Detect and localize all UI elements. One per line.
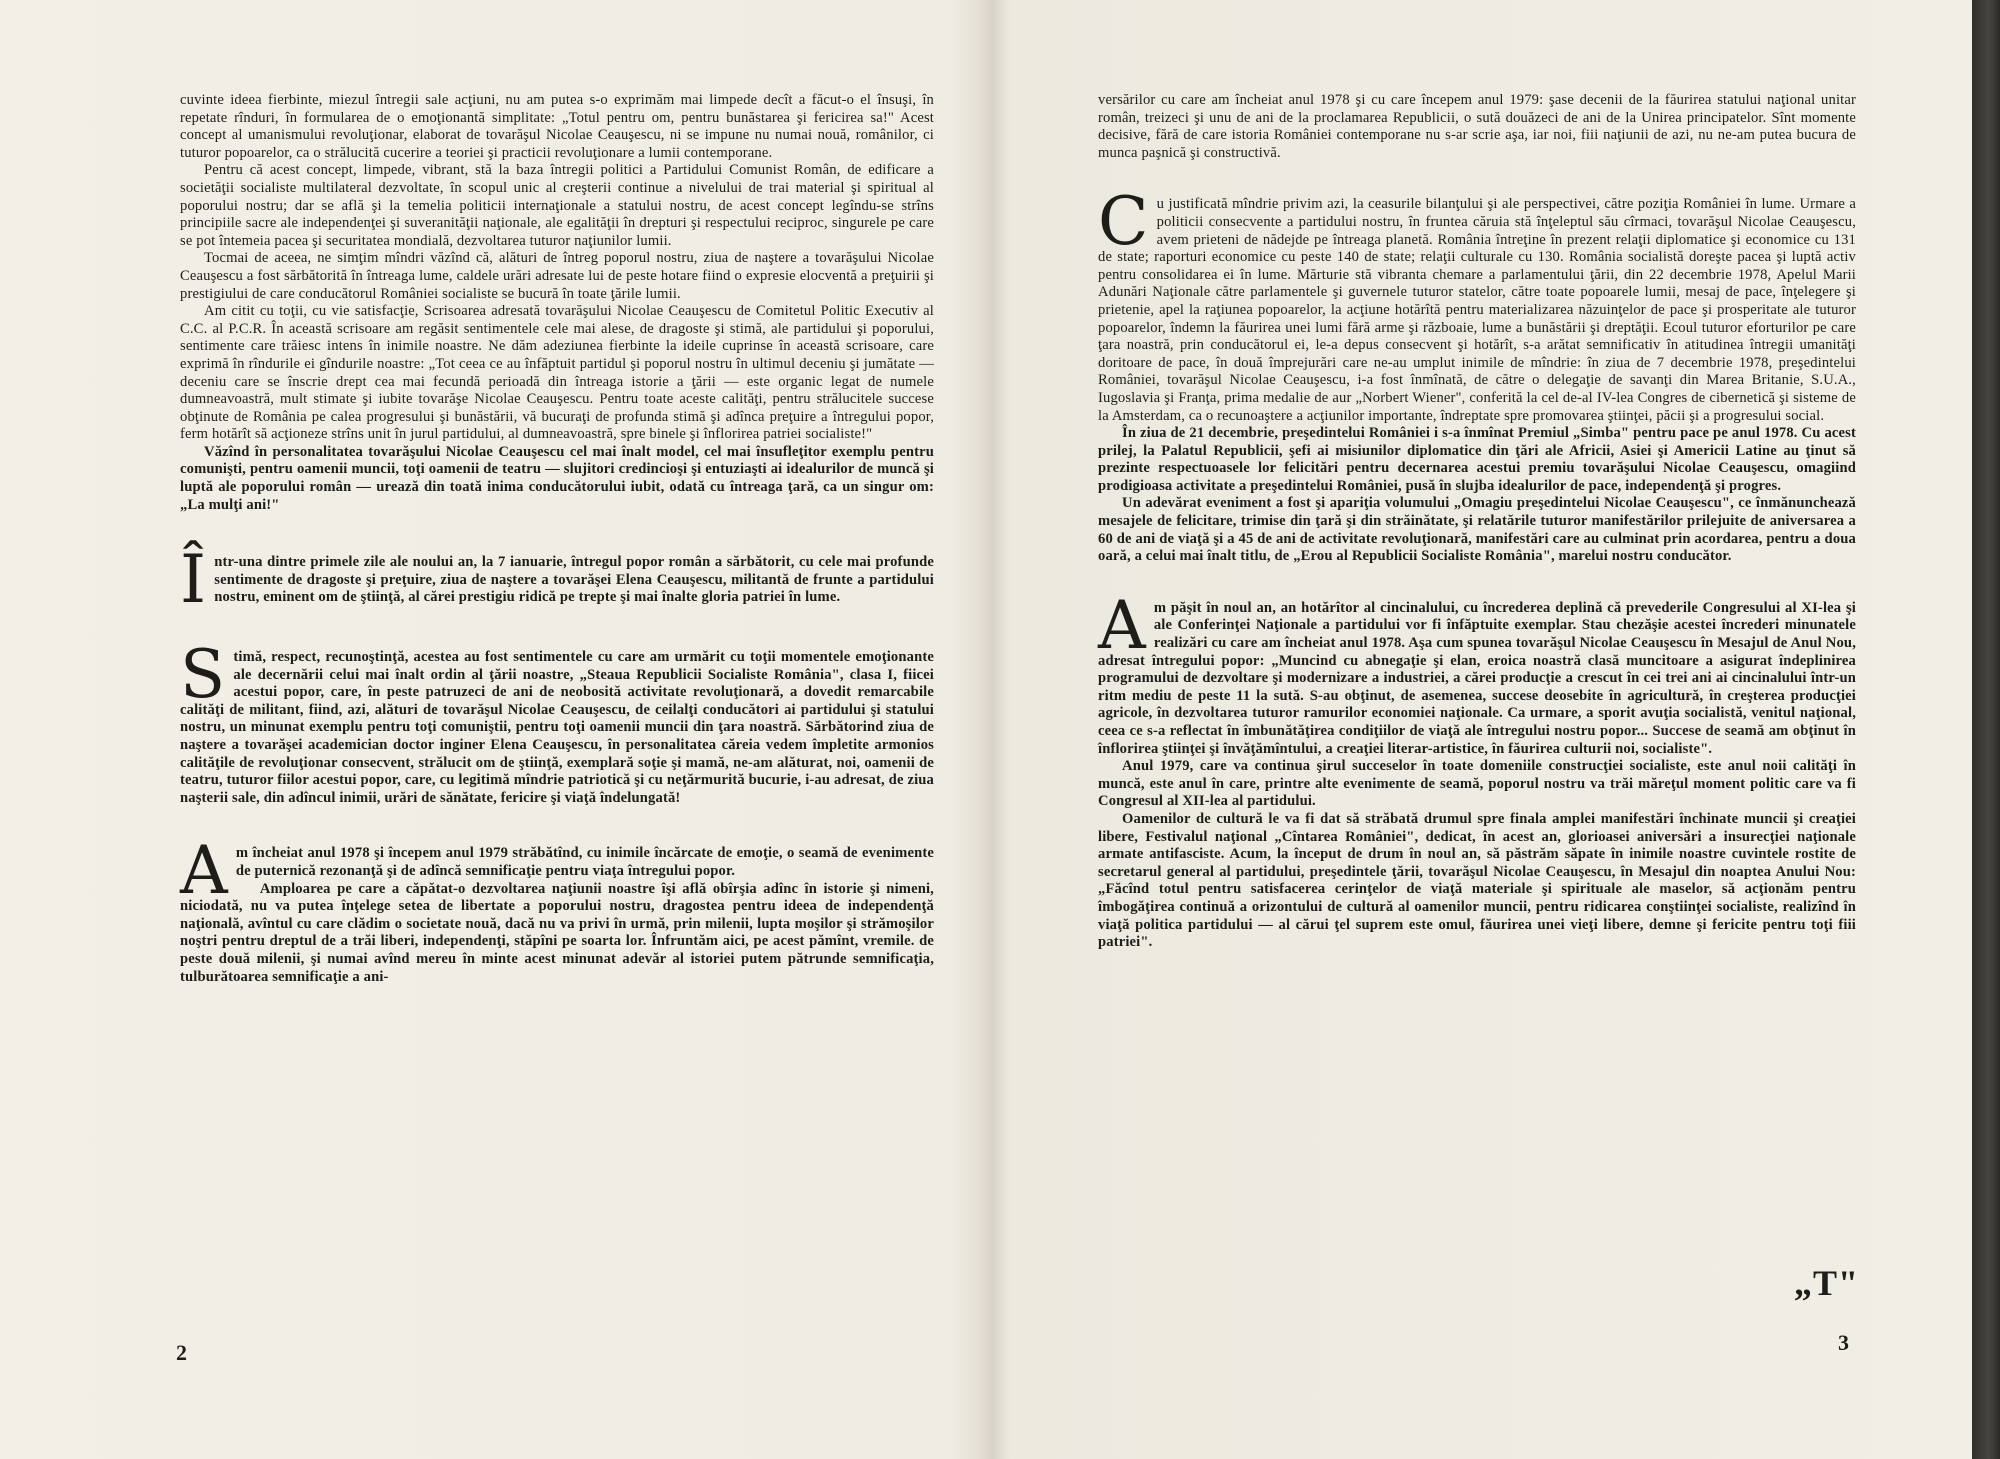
section-paragraph: Oamenilor de cultură le va fi dat să străbată drumul spre finala amplei manifestări închinate muncii şi creaţiei libere, Festivalul naţional „Cîntarea României", dedicat, în acest an, glorioasei aniversări a insurecţiei naţionale armate antifasciste. Acum, la început de drum în noul an, să păstrăm săpate în inimile noastre cuvintele rostite de secretarul general al partidului, preşedintele ţării, tovarăşul Nicolae Ceauşescu, în Mesajul din noaptea Anului Nou: „Făcînd totul pentru satisfacerea cerinţelor de viaţă materiale şi spirituale ale maselor, să acţionăm pentru îmbogăţirea continuă a orizontului de cultură al oamenilor muncii, pentru ridicarea conştiinţei socialiste, realizînd în viaţă politica partidului — al cărui ţel suprem este omul, făurirea unei vieţi libere, demne şi fericite pentru toţi fiii patriei". [1098, 810, 1856, 951]
section-paragraph: În ziua de 21 decembrie, preşedintelui României i s-a înmînat Premiul „Simba" pentru pace pe anul 1978. Cu acest prilej, la Palatul Republicii, şefi ai misiunilor diplomatice din ţări ale Africii, Asiei şi Americii Latine au ţinut să prezinte respectuoasele lor felicitări pentru decernarea acestui premiu tovarăşului Nicolae Ceauşescu, omagiind prodigioasa activitate a preşedintelui României, pusă în slujba idealurilor de pace, independenţă şi progres. [1098, 425, 1856, 494]
left-column [180, 92, 934, 986]
page-number: 3 [1838, 1330, 1849, 1355]
section-international [1098, 183, 1856, 565]
right-column [1098, 92, 1856, 952]
body-paragraph: versărilor cu care am încheiat anul 1978 şi cu care începem anul 1979: şase decenii de la făurirea statului naţional unitar român, treizeci şi unu de ani de la proclamarea Republicii, o sută douăzeci de ani de la Unirea principatelor. Sînt momente decisive, fără de care istoria României contemporane nu s-ar scrie aşa, iar noi, fiii naţiunii de azi, nu ne-am putea bucura de munca paşnică şi constructivă. [1098, 92, 1856, 161]
section-new-year [180, 832, 934, 986]
section-decoration [180, 636, 934, 807]
section-five-year-plan [1098, 586, 1856, 952]
bold-block [180, 444, 934, 514]
dropcap: A [180, 832, 228, 910]
body-paragraph: Văzînd în personalitatea tovarăşului Nicolae Ceauşescu cel mai înalt model, cel mai însufleţitor exemplu pentru comunişti, pentru oamenii muncii, toţi oamenii de teatru — slujitori credincioşi şi entuziaşti ai idealurilor de muncă şi luptă ale poporului român — urează din toată inima conducătorului iubit, odată cu întreaga ţară, ca un singur om: „La mulţi ani!" [180, 443, 934, 513]
section-paragraph: m păşit în noul an, an hotărîtor al cincinalului, cu încrederea deplină că prevederile Congresului al XI-lea şi ale Conferinţei Naţionale a partidului vor fi înfăptuite exemplar. Stau chezăşie acestei încrederi minunatele realizări cu care am încheiat anul 1978. Aşa cum spunea tovarăşul Nicolae Ceauşescu în Mesajul de Anul Nou, adresat întregului popor: „Muncind cu abnegaţie şi elan, eroica noastră clasă muncitoare a asigurat îndeplinirea programului de dezvoltare şi modernizare a industriei, a cărei producţie a crescut în cei trei ani ai cincinalului într-un ritm mediu de peste 11 la sută. S-au obţinut, de asemenea, succese deosebite în agricultură, în creşterea producţiei agricole, în dezvoltarea tuturor ramurilor economiei naţionale. Ca urmare, a sporit avuţia socialistă, venitul naţional, ceea ce s-a reflectat în îmbunătăţirea condiţiilor de viaţă ale întregului nostru popor... Succese de seamă am obţinut în înflorirea ştiinţei şi învăţămîntului, a creaţiei literar-artistice, în făurirea culturii noi, socialiste". [1098, 599, 1856, 757]
body-paragraph: Pentru că acest concept, limpede, vibrant, stă la baza întregii politici a Partidului Comunist Român, de edificare a societăţii socialiste multilateral dezvoltate, în scopul unic al creşterii continue a nivelului de trai material şi spiritual al poporului nostru; dar se află şi la temelia politicii internaţionale a statului nostru, de acest concept legîndu-se strîns principiile sacre ale independenţei şi suveranităţii naţionale, ale egalităţii în drepturi şi respectului reciproc, singurele pe care se pot întemeia pacea şi securitatea mondială, dezvoltarea tuturor naţiunilor lumii. [180, 162, 934, 249]
page-number: 2 [176, 1340, 187, 1365]
section-paragraph: Anul 1979, care va continua şirul succeselor în toate domeniile construcţiei socialiste, este anul noii calităţi în muncă, este anul în care, printre alte evenimente de seamă, poporul nostru va trăi măreţul moment politic care va fi Congresul al XII-lea al partidului. [1098, 758, 1856, 810]
dropcap: A [1098, 586, 1146, 664]
dropcap: C [1098, 183, 1149, 261]
right-page [1000, 0, 1980, 1459]
book-cover-edge [1972, 0, 2000, 1459]
section-paragraph: ntr-una dintre primele zile ale noului an, la 7 ianuarie, întregul popor român a sărbătorit, cu cele mai profunde sentimente de dragoste şi preţuire, ziua de naştere a tovarăşei Elena Ceauşescu, militantă de frunte a partidului nostru, eminent om de ştiinţă, al cărei prestigiu ridică pe trepte şi mai înalte gloria patriei în lume. [214, 554, 934, 606]
dropcap: Î [180, 541, 207, 619]
bold-block [1098, 425, 1856, 566]
section-paragraph: u justificată mîndrie privim azi, la ceasurile bilanţului şi ale perspectivei, către poziţia României în lume. Urmare a politicii consecvente a partidului nostru, în fruntea căruia stă înţeleptul său cîrmaci, tovarăşul Nicolae Ceauşescu, avem prieteni de nădejde pe întreaga planetă. România întreţine în prezent relaţii diplomatice şi economice cu 131 de state; raporturi economice cu peste 140 de state; relaţii culturale cu 130. România socialistă doreşte pacea şi luptă activ pentru consolidarea ei în lume. Mărturie stă vibranta chemare a parlamentului ţării, din 22 decembrie 1978, Apelul Marii Adunări Naţionale către parlamentele şi guvernele tuturor statelor, către toate popoarele lumii, mesaj de pace, înţelegere şi prietenie, apel la raţiunea popoarelor, la acţiune hotărîtă pentru materializarea năzuinţelor de pace şi prosperitate ale tuturor popoarelor, îndemn la făurirea unei lumi fără arme şi războaie, lume a bunăstării şi dreptăţii. Ecoul tuturor eforturilor pe care ţara noastră, prin conducătorul ei, le-a depus consecvent şi hotărît, s-a arătat semnificativ în atitudinea întregii umanităţi doritoare de pace, în două împrejurări care ne-au umplut inimile de mîndrie: în ziua de 7 decembrie 1978, preşedintelui României, tovarăşul Nicolae Ceauşescu, i-a fost înmînată, de către o delegaţie de savanţi din Marea Britanie, S.U.A., Iugoslavia şi Franţa, prima medalie de aur „Norbert Wiener", conferită la cel de-al IV-lea Congres de cibernetică şi sisteme de la Amsterdam, ca o recunoaştere a acţiunilor importante, îndreptate spre promovarea ştiinţei, păcii şi a progresului social. [1098, 196, 1856, 424]
dropcap: S [180, 636, 226, 714]
section-paragraph: timă, respect, recunoştinţă, acestea au fost sentimentele cu care am urmărit cu toţii momentele emoţionante ale decernării celui mai înalt ordin al ţării noastre, „Steaua Republicii Socialiste România", clasa I, fiicei acestui popor, care, în peste patruzeci de ani de neobosită activitate revoluţionară, a dovedit remarcabile calităţi de militant, fiind, azi, alături de tovarăşul Nicolae Ceauşescu, de ceilalţi conducători ai partidului şi statului nostru, un minunat exemplu pentru toţi comuniştii, pentru toţi oamenii muncii din ţara noastră. Sărbătorind ziua de naştere a tovarăşei academician doctor inginer Elena Ceauşescu, în personalitatea căreia vedem împletite armonios calităţile de revoluţionar consecvent, strălucit om de ştiinţă, exemplară soţie şi mamă, ne-am alăturat, noi, oamenii de teatru, tuturor fiilor acestui popor, care, cu legitimă mîndrie patriotică şi cu neţărmurită bucurie, i-au adresat, de ziua naşterii sale, din adîncul inimii, urări de sănătate, fericire şi viaţă îndelungată! [180, 649, 934, 806]
body-paragraph: cuvinte ideea fierbinte, miezul întregii sale acţiuni, nu am putea s-o exprimăm mai limpede decît a făcut-o el însuşi, în repetate rînduri, în formularea de o emoţionantă simplitate: „Totul pentru om, pentru bunăstarea şi fericirea sa!" Acest concept al umanismului revoluţionar, elaborat de tovarăşul Nicolae Ceauşescu, ni se impune nu numai nouă, românilor, ci tuturor popoarelor, ca o strălucită cucerire a teoriei şi practicii revoluţionare a lumii contemporane. [180, 92, 934, 161]
section-paragraph: Amploarea pe care a căpătat-o dezvoltarea naţiunii noastre îşi află obîrşia adînc în istorie şi nimeni, niciodată, nu va putea înţelege setea de libertate a poporului nostru, dragostea pentru ideea de independenţă naţională, avîntul cu care clădim o societate nouă, dacă nu va privi în urmă, prin milenii, lupta moşilor şi strămoşilor noştri pentru dreptul de a trăi liberi, independenţi, stăpîni pe soarta lor. Înfruntăm aici, pe acest pămînt, vremile. de peste două milenii, şi numai avînd mereu în minte acest minunat adevăr al istoriei putem pătrunde semnificaţia, tulburătoarea semnificaţie a ani- [180, 880, 934, 985]
body-paragraph: Am citit cu toţii, cu vie satisfacţie, Scrisoarea adresată tovarăşului Nicolae Ceauşescu de Comitetul Politic Executiv al C.C. al P.C.R. În această scrisoare am regăsit sentimentele cele mai alese, de dragoste şi stimă, ale partidului şi poporului, sentimente care trăiesc intens în inimile noastre. Ne dăm adeziunea fierbinte la ideile cuprinse în această scrisoare, care exprimă în rîndurile ei gîndurile noastre: „Tot ceea ce au înfăptuit partidul şi poporul nostru în ultimul deceniu şi jumătate — deceniu care se înscrie drept cea mai fecundă perioadă din întreaga istorie a ţării — este organic legat de numele dumneavoastră, mult stimate şi iubite tovarăşe Nicolae Ceauşescu. Pentru toate aceste calităţi, pentru strălucitele succese obţinute de România pe calea progresului şi bunăstării, vă bucuraţi de profunda stimă şi adînca preţuire a întregului popor, ferm hotărît să acţioneze strîns unit în jurul partidului, al dumneavoastră, spre binele şi înflorirea patriei socialiste!" [180, 303, 934, 443]
left-page [0, 0, 995, 1459]
section-paragraph: m încheiat anul 1978 şi începem anul 1979 străbătînd, cu inimile încărcate de emoţie, o seamă de evenimente de puternică rezonanţă şi de adîncă semnificaţie pentru viaţa întregului popor. [235, 845, 934, 879]
section-elena-birthday [180, 541, 934, 619]
section-paragraph: Un adevărat eveniment a fost şi apariţia volumului „Omagiu preşedintelui Nicolae Ceauşescu", ce înmănunchează mesajele de felicitare, trimise din ţară şi din străinătate, şi relatările tuturor manifestărilor prilejuite de aniversarea a 60 de ani de viaţă şi a 45 de ani de activitate revoluţionară, manifestări care au culminat prin acordarea, pentru a doua oară, a celui mai înalt titlu, de „Erou al Republicii Socialiste România", marelui nostru conducător. [1098, 495, 1856, 565]
author-signature: „T" [1794, 1263, 1859, 1303]
body-paragraph: Tocmai de aceea, ne simţim mîndri văzînd că, alături de întreg poporul nostru, ziua de naştere a tovarăşului Nicolae Ceauşescu a fost sărbătorită în întreaga lume, caldele urări adresate lui de peste hotare fiind o expresie elocventă a preţuirii şi prestigiului de care conducătorul României socialiste se bucură în toate ţările lumii. [180, 250, 934, 302]
